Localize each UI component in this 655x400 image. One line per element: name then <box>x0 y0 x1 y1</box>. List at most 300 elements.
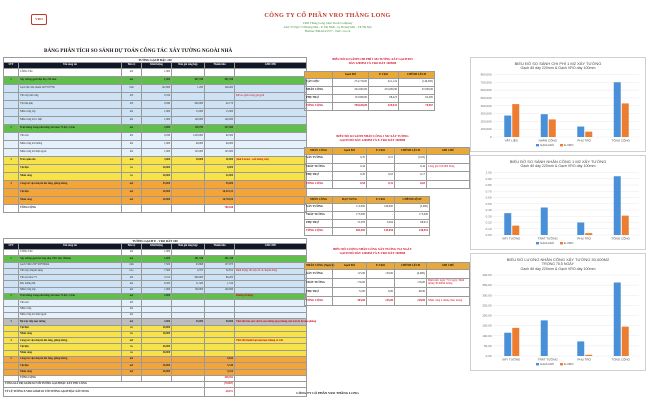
y-tick-label: 300,000 <box>480 111 492 116</box>
mini-cell <box>367 163 395 172</box>
table-cell <box>4 165 19 173</box>
table-cell: 2,512 <box>142 275 172 281</box>
mini-cell: Nhân công 2 tường tháo móng <box>427 297 470 306</box>
column-header: STT <box>4 63 19 69</box>
table-cell <box>4 173 19 181</box>
mini-cell: 140,000 <box>367 204 395 212</box>
mini-column-header: ĐẠT NUNG <box>333 197 367 204</box>
table-red-brick <box>3 57 307 213</box>
table-cell <box>235 101 307 109</box>
table-cell: 118,790 <box>172 125 205 133</box>
mini-row <box>305 212 430 220</box>
table-cell: Vữa trát <box>19 300 122 306</box>
bar-gach-do <box>504 333 511 356</box>
mini-row <box>305 172 470 181</box>
summary-label: TỶ LỆ TƯỜNG E-VRO GIẢM SO VỚI TƯỜNG GẠCH ĐẶC XÂY NUNG <box>4 388 205 397</box>
table-cell: Nhân công <box>19 197 122 205</box>
x-tick-label: VẬT LIỆU <box>504 138 518 143</box>
table-cell: Nhân công trát 1 mặt <box>19 117 122 125</box>
table-cell: m3 <box>122 369 142 375</box>
table-cell: m <box>122 165 142 173</box>
mini-row <box>305 155 470 164</box>
table-cell: 1,310 <box>205 281 235 287</box>
mini-cell: 0,44 <box>333 163 367 172</box>
table-cell: 4 <box>4 338 19 344</box>
mini-cell: TRÁT TƯỜNG <box>305 279 333 288</box>
chart-subtitle: Gạch đỏ dày 220mm & Gạch VRO dày 100mm <box>520 164 596 168</box>
mini-cell: 145,094 <box>367 228 395 236</box>
table-cell: m <box>122 350 142 356</box>
mini-row <box>305 270 470 279</box>
table-cell: Vữa xây chuyên dụng <box>19 268 122 274</box>
table-cell: m2 <box>122 250 142 256</box>
mini-column-header: CHÊNH LỆCH <box>399 72 435 79</box>
y-tick-label: 400,00 <box>482 273 492 277</box>
table-cell: Vật liệu <box>19 189 122 197</box>
table-cell: m2 <box>122 69 142 77</box>
mini1-title: BIỂU ĐỒ SO SÁNH CHI PHÍ 1 M2 TƯỜNG XÂY GẠCH ĐỎ DÀY 220MM VÀ VRO DÀY 100MM <box>332 57 413 65</box>
mini-cell: Định mức ngày 75,5 ngày; Định lượng 30.000m tường <box>427 279 470 288</box>
table-cell: m3 <box>122 93 142 101</box>
mini-cell: PHỤ TRỢ <box>305 288 333 297</box>
table-cell: Bả trực tiếp mặt tường <box>19 319 122 325</box>
bar-e-vro <box>585 132 592 137</box>
table-cell: m3 <box>122 181 142 189</box>
table-cell: Không sử dụng <box>235 294 307 300</box>
document-title: BẢNG PHÂN TÍCH SO SÁNH DỰ TOÁN CÔNG TÁC XÂY TƯỜNG NGOÀI NHÀ <box>44 48 233 54</box>
bar-e-vro <box>622 327 629 356</box>
x-tick-label: TRÁT TƯỜNG <box>537 236 558 241</box>
mini-cell <box>427 270 470 279</box>
table-row <box>4 197 307 205</box>
mini-row <box>305 279 470 288</box>
legend-label: GẠCH ĐỎ <box>540 241 555 245</box>
column-header: Tên công tác <box>19 244 122 250</box>
table-cell: 907,358 <box>172 77 205 85</box>
table-cell: 3 <box>4 319 19 325</box>
mini-column-header <box>305 72 333 79</box>
mini-cell: TRÁT TƯỜNG <box>305 212 333 220</box>
mini-cell: 72,00 <box>333 288 367 297</box>
table-cell: Thời tiết bảo sơn với bả sau tường ngay không cần trát do bề mặt phẳng <box>235 319 307 325</box>
table-cell: m2 <box>122 287 142 293</box>
y-tick-label: 1.00 <box>485 170 492 175</box>
table-cell: 30,000 <box>205 157 235 165</box>
y-tick-label: 0.90 <box>485 176 492 181</box>
table-cell <box>4 109 19 117</box>
bar-e-vro <box>512 104 519 137</box>
table-cell: m3 <box>122 357 142 363</box>
mini-cell <box>427 288 470 297</box>
mini-cell: NHÂN CÔNG <box>305 87 333 95</box>
mini-row <box>305 163 470 172</box>
legend-label: GẠCH ĐỎ <box>540 143 555 147</box>
table-cell <box>235 85 307 93</box>
table-cell: 20,000 <box>142 331 172 337</box>
table-cell <box>235 189 307 197</box>
table-cell: 1,000 <box>142 149 172 157</box>
table-cell <box>235 181 307 189</box>
table-cell <box>172 165 205 173</box>
table-cell: 700,638 <box>205 205 235 213</box>
table-cell: md <box>122 157 142 165</box>
table-cell: 7,500 <box>142 262 172 268</box>
table-cell: 1,000 <box>142 109 172 117</box>
mini-cell: 238,951 <box>395 228 430 236</box>
table-cell: 32,812 <box>205 268 235 274</box>
table-cell: 1,000 <box>142 69 172 77</box>
table-cell: Trát cạnh cửa <box>19 157 122 165</box>
mini-column-header: E-VRO <box>367 197 395 204</box>
mini-row <box>305 180 470 189</box>
mini-cell: 0,03 <box>367 172 395 181</box>
table-cell <box>142 205 172 213</box>
table-cell <box>235 77 307 85</box>
y-tick-label: 0.00 <box>485 233 492 237</box>
mini-cell: VẬT LIỆU <box>305 79 333 87</box>
table-cell <box>235 133 307 141</box>
mini-cell: 133,908,00 <box>333 95 369 103</box>
mini-row <box>305 79 435 87</box>
mini-row <box>305 103 435 111</box>
mini-column-header: E-VRO <box>367 148 395 155</box>
column-header: Đơn giá tổng hợp <box>172 63 205 69</box>
table-cell <box>235 197 307 205</box>
chart-title: BIỂU ĐỒ SO SÁNH CHI PHÍ 1 M2 XÂY TƯỜNG <box>514 61 602 66</box>
table-cell: 40,000 <box>142 344 172 350</box>
table-cell: Định lượng vữa xây tất cả chuyên dùng <box>235 268 307 274</box>
table-cell: 40,000 <box>142 189 172 197</box>
mini-cell: 175,000 <box>333 212 367 220</box>
table-cell: 15,000 <box>205 109 235 117</box>
mini-cell: 292,000,00 <box>333 87 369 95</box>
table-cell: 1,200 <box>172 85 205 93</box>
table-cell: 3 <box>4 157 19 165</box>
table-cell: 55,000 <box>142 181 172 189</box>
x-tick-label: PHỤ TRỢ <box>577 357 592 362</box>
x-tick-label: XÂY TƯỜNG <box>502 357 521 362</box>
table-cell: 1,000 <box>142 250 172 256</box>
table-cell: 2 <box>4 294 19 300</box>
table-cell: Vật liệu <box>19 363 122 369</box>
legend-swatch <box>560 363 563 365</box>
mini-cell: XÂY TƯỜNG <box>305 204 333 212</box>
table-cell: Nhân công <box>19 350 122 356</box>
mini1-table <box>304 71 435 111</box>
bar-gach-do <box>614 282 621 356</box>
y-tick-label: 0 <box>489 135 492 139</box>
table-cell: m2 <box>122 319 142 325</box>
chart-subtitle: Gạch đỏ dày 220mm & Gạch VRO dày 100mm <box>520 66 596 70</box>
legend-swatch <box>560 242 563 244</box>
y-tick-label: 100,000 <box>480 127 492 132</box>
table-title: TƯỜNG GẠCH E - VRO DÀY 100 <box>4 239 307 244</box>
mini-cell: 0,94 <box>333 180 367 189</box>
table-cell: m3 <box>122 363 142 369</box>
table-cell: viên <box>122 262 142 268</box>
table-cell <box>172 69 205 77</box>
bar-gach-do <box>541 320 548 356</box>
mini-cell: 0,17 <box>395 172 427 181</box>
table-cell: m3 <box>122 275 142 281</box>
y-tick-label: 0.60 <box>485 195 492 200</box>
mini-cell: 65,485 <box>399 95 435 103</box>
table-cell: CÔNG TÁC <box>19 69 122 77</box>
mini4-title: BIỂU ĐỒ LƯỢNG NHÂN CÔNG XÂY TƯỜNG 75,5 NGÀY GẠCH ĐỎ DÀY 220MM VÀ E-VRO DÀY 100MM <box>333 247 412 255</box>
company-logo: VRO <box>31 14 47 25</box>
mini-column-header: NHÂN CÔNG <box>305 148 333 155</box>
column-header: Thành tiền <box>205 63 235 69</box>
table-cell: m <box>122 325 142 331</box>
table-cell: Nhân công trát mặt ngoài <box>19 149 122 157</box>
company-english: VRO Thang Long Joint Stock Company <box>302 21 353 25</box>
company-name: CÔNG TY CỔ PHẦN VRO THĂNG LONG <box>264 12 391 19</box>
y-tick-label: 50,00 <box>483 343 492 348</box>
y-tick-label: 350,00 <box>482 283 492 288</box>
mini-cell: 218,00 <box>395 297 427 306</box>
table-cell <box>172 197 205 205</box>
column-header: Khối lượng <box>142 63 172 69</box>
mini-column-header: Gạch ĐỎ <box>333 148 367 155</box>
table-cell: 40,000 <box>142 363 172 369</box>
table-cell: m2 <box>122 256 142 262</box>
table-cell: 26,784,00 <box>205 197 235 205</box>
bar-e-vro <box>585 355 592 356</box>
y-tick-label: 700,000 <box>480 80 492 85</box>
mini-column-header: CHÊNH LỆCH <box>395 197 430 204</box>
bar-e-vro <box>512 226 519 235</box>
table-cell: 49,000 <box>205 141 235 149</box>
table-cell: Xây tường gạch bê tông nhẹ VRO dày 100mm <box>19 256 122 262</box>
table-cell: 22,000 <box>205 173 235 181</box>
table-cell: 66,200 <box>205 275 235 281</box>
table-cell: 2,000 <box>142 319 172 325</box>
mini-cell: 70,967 <box>399 103 435 111</box>
mini-cell: 72,583 <box>333 220 367 228</box>
mini-cell: 68,423 <box>369 95 399 103</box>
table-row <box>4 173 307 181</box>
y-tick-label: 0.20 <box>485 220 492 225</box>
mini-cell: (4,000) <box>395 270 427 279</box>
mini-cell: 0,35 <box>333 155 367 164</box>
table-title: TƯỜNG GẠCH ĐẶC 220 <box>4 58 307 63</box>
table-row <box>4 69 307 77</box>
table-cell: 49,000 <box>172 141 205 149</box>
table-cell: 4,314 <box>205 369 235 375</box>
table-cell: Nhân công <box>19 369 122 375</box>
table-row <box>4 117 307 125</box>
mini-cell: 421,124 <box>369 79 399 87</box>
column-header: Đơn vị <box>122 63 142 69</box>
table-row <box>4 165 307 173</box>
table-cell: 62,500 <box>205 133 235 141</box>
table-cell: 1,000 <box>142 141 172 149</box>
mini-cell: 0,20 <box>333 172 367 181</box>
column-header: Đơn giá tổng hợp <box>172 244 205 250</box>
y-tick-label: 800,000 <box>480 72 492 77</box>
mini-cell: TỔNG CỘNG <box>305 297 333 306</box>
mini-row <box>305 95 435 103</box>
mini-column-header: NHÂN CÔNG <box>305 197 333 204</box>
table-cell: 429,941 <box>205 375 235 381</box>
y-tick-label: 0.30 <box>485 214 492 219</box>
mini-cell: PHỤ TRỢ <box>305 172 333 181</box>
table-cell: Nhân công xây <box>19 287 122 293</box>
table-cell: 130,000 <box>172 287 205 293</box>
mini-cell: TỔNG CỘNG <box>305 103 333 111</box>
table-cell: 301,338 <box>205 256 235 262</box>
table-cell <box>172 205 205 213</box>
mini-column-header: E-VRO <box>369 72 399 79</box>
mini-column-header: E-VRO <box>367 263 395 270</box>
table-cell: 9,654 <box>205 357 235 363</box>
table-cell: m3 <box>122 300 142 306</box>
x-tick-label: PHỤ TRỢ <box>577 138 592 143</box>
mini4-table <box>304 262 470 306</box>
mini-cell: XÂY TƯỜNG <box>305 270 333 279</box>
table-cell: 26,525,25 <box>205 189 235 197</box>
table-cell <box>4 197 19 205</box>
table-cell: 5,340 <box>205 363 235 369</box>
table-cell: Vật liệu <box>19 325 122 331</box>
table-cell <box>235 69 307 77</box>
table-cell: CÔNG TÁC <box>19 250 122 256</box>
x-tick-label: NHÂN CÔNG <box>538 138 557 143</box>
table-cell <box>235 165 307 173</box>
table-row <box>4 157 307 165</box>
table-cell: 43,898 <box>172 262 205 268</box>
table-cell: 11,500 <box>172 281 205 287</box>
table-cell: Xây tường gạch đặc dày 220 mm <box>19 77 122 85</box>
table-cell: 20,000 <box>142 325 172 331</box>
table-cell: Trát tường trong nhà bằng vữa mác 75 dày 1,5cm <box>19 294 122 300</box>
chart-plot <box>471 156 645 249</box>
mini-column-header: Gạch ĐỎ <box>333 72 369 79</box>
bar-e-vro <box>622 103 629 137</box>
bar-gach-do <box>614 176 621 235</box>
table-cell: 20,000 <box>142 165 172 173</box>
table-cell: 237,580 <box>205 125 235 133</box>
table-cell: 2 <box>4 125 19 133</box>
bar-gach-do <box>541 114 548 137</box>
table-cell: Vữa trát mác 75 <box>19 275 122 281</box>
table-cell <box>4 117 19 125</box>
table-cell: 1,000 <box>142 287 172 293</box>
table-cell: 4 <box>4 181 19 189</box>
legend-swatch <box>536 144 539 146</box>
column-header: Khối lượng <box>142 244 172 250</box>
table-cell: 140,000 <box>205 117 235 125</box>
table-row <box>4 93 307 101</box>
table-cell: Công tác vận chuyển lên tầng, giằng tường <box>19 338 122 344</box>
table-cell: (tính 8 m/m2 - mở tường cửa) <box>235 157 307 165</box>
mini-cell: 145,00 <box>367 297 395 306</box>
table-row <box>4 125 307 133</box>
table-cell: m2 <box>122 109 142 117</box>
table-cell: Nhân công <box>19 173 122 181</box>
table-cell: 40,000 <box>142 369 172 375</box>
table-row <box>4 189 307 197</box>
mini-column-header: NHÂN CÔNG (Ngày/1) <box>305 263 333 270</box>
table-row <box>4 77 307 85</box>
legend-label: E-VRO <box>564 143 574 147</box>
table-cell <box>235 117 307 125</box>
table-cell: 907,358 <box>205 77 235 85</box>
x-tick-label: TỔNG CỘNG <box>611 357 630 362</box>
table-cell: m3 <box>122 133 142 141</box>
table-cell: 1,000 <box>142 117 172 125</box>
table-cell: Nhân công <box>19 331 122 337</box>
x-tick-label: TRÁT TƯỜNG <box>537 357 558 362</box>
legend-label: E-VRO <box>564 241 574 245</box>
mini-row <box>305 228 430 236</box>
mini2-title: BIỂU ĐỒ SO SÁNH NHÂN CÔNG 1 M2 XÂY TƯỜNG GẠCH ĐỎ DÀY 220MM VÀ E-VRO DÀY 100MM <box>336 134 409 142</box>
bar-gach-do <box>577 127 584 137</box>
y-tick-label: 300,00 <box>482 293 492 298</box>
table-cell: m2 <box>122 312 142 318</box>
table-cell: m <box>122 331 142 337</box>
mini-row <box>305 204 430 212</box>
table-cell <box>235 149 307 157</box>
table-cell <box>172 93 205 101</box>
table-cell: 0,040 <box>142 101 172 109</box>
table-cell: Công tác vận chuyển lên tầng, giằng tường <box>19 181 122 189</box>
table-cell: Nhân công trát tường <box>19 141 122 149</box>
mini-row <box>305 288 470 297</box>
table-cell <box>4 69 19 77</box>
table-cell <box>235 125 307 133</box>
mini-column-header: CHÊNH LỆCH <box>395 148 427 155</box>
mini-cell: 429,941 <box>369 103 399 111</box>
mini-cell <box>427 155 470 164</box>
table-cell: Bảo dưỡng hắt <box>19 281 122 287</box>
mini-cell: 0,44 <box>395 163 427 172</box>
table-cell: 20,000 <box>142 173 172 181</box>
column-header: GHI CHÚ <box>235 63 307 69</box>
mini-cell: - <box>367 212 395 220</box>
column-header: Đơn vị <box>122 244 142 250</box>
y-tick-label: 0,00 <box>485 354 492 358</box>
table-cell: 10,000 <box>172 157 205 165</box>
table-cell <box>4 101 19 109</box>
mini-cell: 66,00 <box>395 288 427 297</box>
table-cell: m2 <box>122 294 142 300</box>
mini-cell: TỔNG CỘNG <box>305 228 333 236</box>
table-cell: 40,000 <box>142 197 172 205</box>
table-cell: 140,000 <box>172 117 205 125</box>
bar-gach-do <box>614 82 621 137</box>
table-row <box>4 181 307 189</box>
y-tick-label: 250,00 <box>482 303 492 308</box>
table-cell: 8,000 <box>205 165 235 173</box>
table-cell <box>235 205 307 213</box>
table-cell: Gạch VRO 250*100*60mm <box>19 262 122 268</box>
bar-e-vro <box>549 119 556 137</box>
bar-e-vro <box>585 233 592 235</box>
chart-cost-per-m2 <box>470 57 646 152</box>
mini-cell: (0,03) <box>395 155 427 164</box>
chart-subtitle: TRONG 75,5 NGÀY <box>541 262 575 266</box>
table-cell: Nhân công <box>19 306 122 312</box>
table-cell: 7,500 <box>142 268 172 274</box>
y-tick-label: 200,000 <box>480 119 492 124</box>
legend-swatch <box>536 242 539 244</box>
table-cell: 15,000 <box>172 109 205 117</box>
mini-cell: 0,63 <box>395 180 427 189</box>
table-cell: m3 <box>122 338 142 344</box>
mini2-table <box>304 147 470 189</box>
table-cell <box>172 173 205 181</box>
